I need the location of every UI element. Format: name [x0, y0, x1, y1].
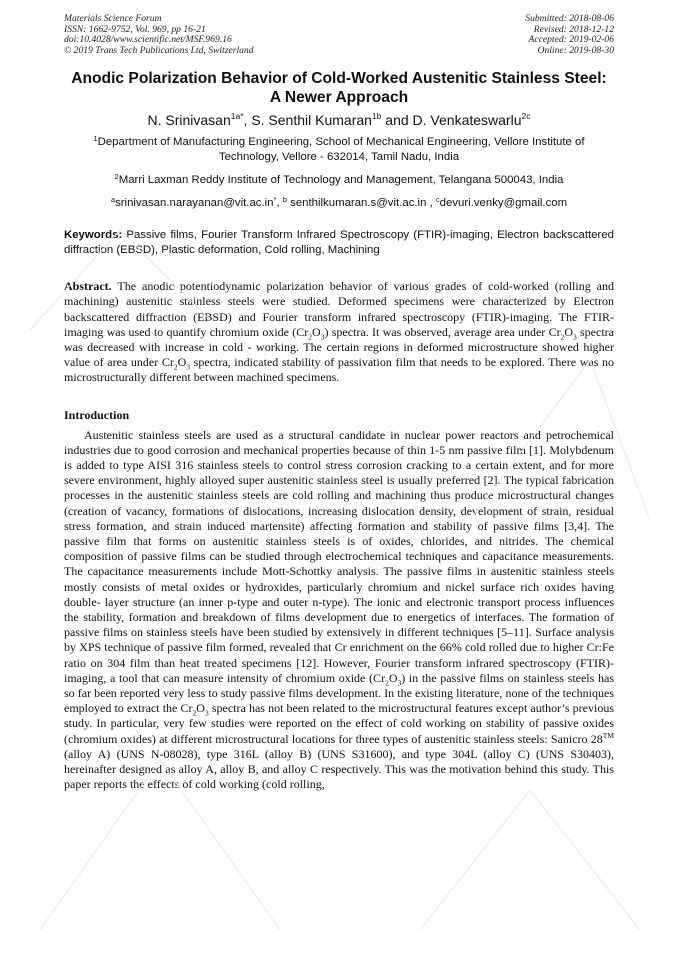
email-link[interactable]: devuri.venky@gmail.com: [439, 196, 568, 209]
subscript: 2: [560, 332, 565, 342]
section-heading-introduction: Introduction: [64, 407, 130, 422]
affiliation-2: [64, 173, 614, 187]
affiliation-text: Marri Laxman Reddy Institute of Technology and Management, Telangana 500043, India: [118, 174, 564, 187]
paper-title: [64, 69, 614, 107]
title-line-1: Anodic Polarization Behavior of Cold-Worked Austenitic Stainless Steel:: [71, 70, 607, 88]
author-mark: 1b: [371, 111, 382, 122]
subscript: 3: [397, 678, 402, 688]
date-accepted: Accepted: 2019-02-06: [528, 34, 614, 46]
abstract-text: spectra was decreased with increase in cold - working. The certain regions in deformed microstructure showed higher value of area under Cr: [64, 324, 614, 370]
affiliation-mark: 1: [93, 134, 98, 144]
author-mark: 2c: [521, 111, 531, 122]
journal-issn: ISSN: 1662-9752, Vol. 969, pp 16-21: [64, 23, 206, 35]
body-text: Austenitic stainless steels are used as a structural candidate in nuclear power reactors and petrochemical industries due to good corrosion and mechanical properties because of thin 1-5 nm passive film [1]. Molybdenum is added to type AISI 316 stainless steels to control stress corrosion cracking to a certain extent, and for more severe environment, highly alloyed super austenitic stainless steel is usually preferred [2]. The typical fabrication processes in the austenitic stainless steels are cold rolling and machining thus produce microstructural changes (creation of vacancy, formations of dislocations, increasing dislocation density, development of strain, residual stress formation, and strain induced martensite) affecting formation and stability of passive films [3,4]. The passive film that forms on austenitic stainless steels is of oxides, chlorides, and nitrides. The chemical composition of passive films can be studied through electrochemical techniques and capacitance measurements. The capacitance measurements include Mott-Schottky analysis. The passive films in austenitic stainless steels mostly consists of metal oxides or hydroxides, particularly chromium and nickel surface rich oxides having double- layer structure (an inner p-type and outer n-type). The ionic and electronic transport process influences the stability, formation and breakdown of films development due to energetics of interfaces. The formation of passive films on stainless steels have been studied by extensively in different techniques [5–11]. Surface analysis by XPS technique of passive film formed, revealed that Cr enrichment on the 66% cold rolled due to higher Cr:Fe ratio on 304 film than heat treated specimens [12]. However, Fourier transform infrared spectroscopy (FTIR)-imaging, a tool that can measure intensity of chromium oxide (Cr: [64, 427, 614, 685]
subscript: 2: [385, 678, 389, 688]
subscript: 2: [192, 708, 197, 718]
email-sep: ,: [426, 196, 436, 209]
email-link[interactable]: srinivasan.narayanan@vit.ac.in: [115, 196, 274, 209]
date-revised: Revised: 2018-12-12: [533, 23, 614, 35]
affiliation-text: Department of Manufacturing Engineering, School of Mechanical Engineering, Vellore Institute of Technology, Vellore - 632014, Tamil Nadu, India: [97, 136, 585, 163]
author-mark: 1a*: [230, 111, 244, 122]
author-sep: and: [381, 112, 413, 129]
body-text: spectra has not been related to the microstructural features except author’s previous study. In particular, very few studies were reported on the effect of cold working on stability of passive oxides (chromium oxides) at different microstructural locations for three types of austenitic stainless steels: Sanicro 28: [64, 701, 614, 746]
keywords-text: Passive films, Fourier Transform Infrared Spectroscopy (FTIR)-imaging, Electron backscattered diffraction (EBSD), Plastic deformation, Cold rolling, Machining: [64, 229, 614, 256]
date-submitted: Submitted: 2018-08-06: [525, 13, 614, 24]
author-name: D. Venkateswarlu: [412, 112, 522, 129]
author-list: [64, 111, 614, 129]
email-link[interactable]: senthilkumaran.s@vit.ac.in: [286, 196, 427, 209]
journal-info: [64, 14, 254, 56]
abstract-text: spectra, indicated stability of passivation film that needs to be explored. There was no microstructurally different between machined specimens.: [64, 355, 615, 385]
author-emails: [64, 196, 614, 210]
subscript: 2: [173, 362, 178, 372]
title-line-2: A Newer Approach: [269, 89, 409, 107]
abstract-text: The anodic potentiodynamic polarization behavior of various grades of cold-worked (rolling and machining) austenitic stainless steels were studied. Deformed specimens were characterized by Electron backscattered diffraction (EBSD) and Fourier transform infrared spectroscopy (FTIR)-imaging. The FTIR-imaging was used to quantify chromium oxide (Cr: [64, 279, 614, 339]
abstract-text: O: [177, 355, 187, 370]
subscript: 2: [308, 332, 313, 342]
body-text: O: [388, 670, 398, 685]
subscript: 3: [204, 708, 209, 718]
body-text: O: [196, 701, 205, 716]
author-name: N. Srinivasan: [147, 112, 231, 129]
affiliation-mark: 2: [114, 172, 119, 182]
keywords-label: Keywords:: [64, 229, 123, 241]
keywords: [64, 228, 614, 257]
abstract-text: O: [312, 324, 321, 339]
subscript: 3: [320, 332, 325, 342]
body-text: ) in the passive films on stainless steels has so far been reported very less to study passive films development. In the existing literature, none of the techniques employed to extract the Cr: [64, 670, 614, 716]
abstract-text: ) spectra. It was observed, average area under Cr: [324, 324, 561, 339]
email-sep: ,: [276, 196, 283, 209]
date-online: Online: 2019-08-30: [537, 44, 614, 56]
journal-doi: doi:10.4028/www.scientific.net/MSF.969.16: [64, 34, 232, 46]
trademark-mark: TM: [602, 730, 614, 740]
email-mark: a: [110, 194, 116, 204]
subscript: 3: [186, 362, 191, 372]
affiliation-1: [64, 135, 614, 164]
subscript: 3: [572, 332, 577, 342]
email-mark: b: [282, 194, 287, 204]
body-text: (alloy A) (UNS N-08028), type 316L (alloy B) (UNS S31600), and type 304L (alloy C) (UNS S30403), hereinafter designed as alloy A, alloy B, and alloy C respectively. This was the motivation behind this study. This paper reports the effects of cold working (cold rolling,: [64, 746, 614, 792]
abstract-label: Abstract.: [64, 279, 112, 294]
author-sep: ,: [243, 112, 252, 129]
article-dates: [525, 14, 614, 56]
abstract: [64, 279, 614, 385]
journal-name: Materials Science Forum: [64, 13, 162, 24]
author-name: S. Senthil Kumaran: [251, 112, 372, 129]
journal-copyright: © 2019 Trans Tech Publications Ltd, Switzerland: [64, 44, 254, 56]
abstract-text: O: [564, 324, 573, 339]
introduction-paragraph: [64, 428, 614, 793]
email-mark: c: [435, 194, 440, 204]
email-mark: *: [273, 194, 277, 204]
journal-header: [64, 14, 614, 56]
